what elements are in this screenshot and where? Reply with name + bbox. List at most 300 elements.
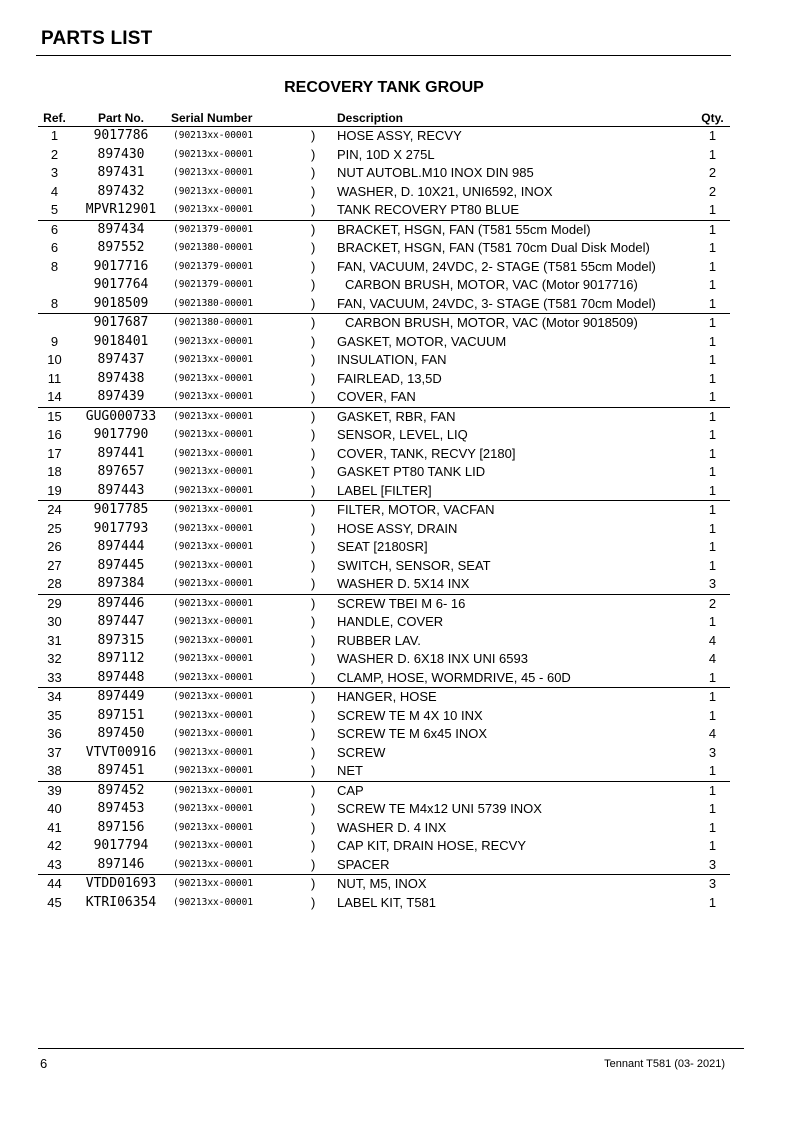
quantity-cell: 1 <box>708 408 717 424</box>
ref-cell: 41 <box>47 819 62 835</box>
serial-number-cell: (9021379-00001 <box>173 260 254 272</box>
part-number-cell: 9017794 <box>93 838 149 853</box>
description-cell: GASKET, MOTOR, VACUUM <box>337 333 507 349</box>
description-cell: SCREW <box>337 744 386 760</box>
quantity-cell: 1 <box>708 614 717 629</box>
ref-cell: 45 <box>47 894 62 910</box>
description-cell: RUBBER LAV. <box>337 632 421 648</box>
table-row <box>38 520 730 539</box>
table-row <box>38 239 730 258</box>
table-row <box>38 837 730 856</box>
description-cell: SCREW TE M 4X 10 INX <box>337 707 483 723</box>
description-cell: COVER, FAN <box>337 388 695 407</box>
part-number-cell: 9017790 <box>93 427 149 442</box>
serial-number-cell: (9021379-00001 <box>173 223 254 235</box>
serial-number-cell: (90213xx-00001 <box>173 335 254 347</box>
serial-number-cell: (90213xx-00001 <box>173 148 254 160</box>
serial-number-cell: (90213xx-00001 <box>173 878 254 889</box>
description-cell: CAP KIT, DRAIN HOSE, RECVY <box>337 838 527 853</box>
serial-number-cell: (90213xx-00001 <box>173 541 254 552</box>
part-number-cell: 9018401 <box>93 333 149 349</box>
part-number-cell: 897452 <box>97 782 145 798</box>
ref-cell: 32 <box>47 651 62 666</box>
serial-close-cell: ) <box>311 819 316 835</box>
part-number-cell: 897146 <box>71 856 171 875</box>
quantity-cell: 2 <box>708 595 717 611</box>
description-cell: TANK RECOVERY PT80 BLUE <box>337 201 695 220</box>
table-row <box>38 407 730 426</box>
ref-cell: 40 <box>47 801 62 816</box>
serial-number-cell: (90213xx-00001 <box>173 653 254 664</box>
header-rule <box>36 55 731 56</box>
table-row <box>38 426 730 445</box>
quantity-cell: 4 <box>708 651 717 666</box>
serial-close-cell: ) <box>311 427 316 442</box>
part-number-cell: 897448 <box>71 669 171 688</box>
table-row <box>38 388 730 407</box>
serial-close-cell: ) <box>311 201 337 220</box>
ref-cell: 4 <box>50 183 59 199</box>
table-row <box>38 482 730 501</box>
serial-close-cell: ) <box>311 502 316 517</box>
serial-number-cell: (90213xx-00001 <box>173 597 254 609</box>
part-number-cell: 897431 <box>97 165 145 180</box>
quantity-cell: 1 <box>708 707 717 723</box>
table-row <box>38 333 730 352</box>
page-title: PARTS LIST <box>41 28 153 49</box>
part-number-cell: 9017793 <box>93 520 149 536</box>
column-header-ref: Ref. <box>38 108 71 127</box>
quantity-cell: 1 <box>708 801 717 816</box>
serial-number-cell: (90213xx-00001 <box>171 856 311 875</box>
serial-close-cell: ) <box>311 876 316 891</box>
serial-close-cell: ) <box>311 221 316 237</box>
serial-number-cell: (90213xx-00001 <box>173 803 254 814</box>
part-number-cell: KTRI06354 <box>85 894 157 910</box>
quantity-cell: 1 <box>708 128 717 143</box>
part-number-cell: 897450 <box>97 726 145 741</box>
serial-number-cell: (90213xx-00001 <box>171 669 311 688</box>
description-cell: GASKET, RBR, FAN <box>337 408 456 424</box>
description-cell: HOSE ASSY, RECVY <box>337 128 462 143</box>
description-cell: LABEL KIT, T581 <box>337 894 437 910</box>
description-cell: INSULATION, FAN <box>337 352 447 367</box>
description-cell: BRACKET, HSGN, FAN (T581 55cm Model) <box>337 221 591 237</box>
quantity-cell: 1 <box>708 819 717 835</box>
ref-cell: 11 <box>47 370 62 386</box>
part-number-cell: 897449 <box>97 689 145 704</box>
quantity-cell: 2 <box>708 183 717 199</box>
ref-cell: 42 <box>47 838 62 853</box>
serial-close-cell: ) <box>311 333 316 349</box>
part-number-cell: 9018509 <box>71 295 171 314</box>
ref-cell: 3 <box>50 165 59 180</box>
part-number-cell: 897443 <box>71 482 171 501</box>
quantity-cell: 1 <box>708 370 717 386</box>
serial-close-cell: ) <box>311 838 316 853</box>
quantity-cell: 1 <box>708 221 717 237</box>
quantity-cell: 1 <box>708 445 717 461</box>
table-row <box>38 164 730 183</box>
ref-cell <box>38 276 71 295</box>
ref-cell: 17 <box>47 445 62 461</box>
description-cell: NUT, M5, INOX <box>337 876 427 891</box>
description-cell: NUT AUTOBL.M10 INOX DIN 985 <box>337 165 534 180</box>
serial-number-cell: (90213xx-00001 <box>173 522 254 534</box>
quantity-cell: 1 <box>695 482 730 501</box>
document-reference: Tennant T581 (03- 2021) <box>604 1058 725 1070</box>
table-row <box>38 575 730 594</box>
section-title: RECOVERY TANK GROUP <box>284 79 484 96</box>
table-row <box>38 650 730 669</box>
serial-number-cell: (90213xx-00001 <box>173 840 254 851</box>
part-number-cell: 897384 <box>71 575 171 594</box>
serial-number-cell: (9021379-00001 <box>173 279 254 290</box>
ref-cell: 36 <box>47 726 62 741</box>
column-header-serial: Serial Number <box>171 108 311 127</box>
serial-close-cell: ) <box>311 557 316 573</box>
quantity-cell: 1 <box>708 520 717 536</box>
ref-cell: 29 <box>47 595 62 611</box>
quantity-cell: 1 <box>695 669 730 688</box>
description-cell: HANGER, HOSE <box>337 689 437 704</box>
serial-close-cell: ) <box>311 295 337 314</box>
quantity-cell: 1 <box>708 240 717 255</box>
column-header-spacer <box>311 108 337 127</box>
serial-number-cell: (90213xx-00001 <box>173 504 254 515</box>
serial-number-cell: (90213xx-00001 <box>173 634 254 646</box>
part-number-cell: 897552 <box>97 240 145 255</box>
serial-close-cell: ) <box>311 315 316 330</box>
description-cell: SCREW TE M4x12 UNI 5739 INOX <box>337 801 542 816</box>
serial-number-cell: (90213xx-00001 <box>173 821 254 833</box>
serial-number-cell: (90213xx-00001 <box>173 559 254 571</box>
ref-cell: 38 <box>38 762 71 781</box>
ref-cell: 9 <box>50 333 59 349</box>
quantity-cell: 1 <box>695 295 730 314</box>
part-number-cell: VTDD01693 <box>85 876 157 891</box>
column-header-description: Description <box>337 108 695 127</box>
description-cell: FAIRLEAD, 13,5D <box>337 370 442 386</box>
serial-number-cell: (90213xx-00001 <box>173 410 254 422</box>
ref-cell: 31 <box>47 632 62 648</box>
description-cell: FILTER, MOTOR, VACFAN <box>337 502 495 517</box>
ref-cell: 1 <box>50 128 59 143</box>
table-row <box>38 856 730 875</box>
table-row <box>38 127 730 146</box>
part-number-cell: 9017687 <box>93 315 149 330</box>
serial-close-cell: ) <box>311 689 316 704</box>
description-cell: PIN, 10D X 275L <box>337 146 435 162</box>
ref-cell: 39 <box>47 782 62 798</box>
part-number-cell: MPVR12901 <box>71 201 171 220</box>
description-cell: SEAT [2180SR] <box>337 539 428 554</box>
serial-number-cell: (90213xx-00001 <box>173 167 254 178</box>
serial-close-cell: ) <box>311 744 316 760</box>
table-row <box>38 201 730 220</box>
quantity-cell: 1 <box>695 762 730 781</box>
description-cell: WASHER D. 6X18 INX UNI 6593 <box>337 651 528 666</box>
serial-close-cell: ) <box>311 801 316 816</box>
ref-cell: 33 <box>38 669 71 688</box>
ref-cell: 6 <box>50 221 59 237</box>
table-row <box>38 351 730 370</box>
part-number-cell: 897453 <box>97 801 145 816</box>
serial-close-cell: ) <box>311 762 337 781</box>
quantity-cell: 2 <box>708 165 717 180</box>
description-cell: COVER, TANK, RECVY [2180] <box>337 445 516 461</box>
description-cell: CLAMP, HOSE, WORMDRIVE, 45 - 60D <box>337 669 695 688</box>
table-row <box>38 762 730 781</box>
serial-number-cell: (90213xx-00001 <box>173 466 254 477</box>
description-cell: HANDLE, COVER <box>337 614 444 629</box>
part-number-cell: 897432 <box>97 183 145 199</box>
quantity-cell: 1 <box>708 557 717 573</box>
ref-cell: 28 <box>38 575 71 594</box>
serial-number-cell: (90213xx-00001 <box>173 784 254 796</box>
ref-cell: 30 <box>47 614 62 629</box>
quantity-cell: 1 <box>708 838 717 853</box>
part-number-cell: 897444 <box>97 539 145 554</box>
column-header-part-no: Part No. <box>71 108 171 127</box>
ref-cell: 16 <box>47 427 62 442</box>
quantity-cell: 1 <box>708 258 717 274</box>
description-cell: BRACKET, HSGN, FAN (T581 70cm Dual Disk Model) <box>337 240 650 255</box>
quantity-cell: 1 <box>695 201 730 220</box>
table-row <box>38 669 730 688</box>
quantity-cell: 1 <box>708 277 717 292</box>
parts-table <box>38 108 730 912</box>
ref-cell: 25 <box>47 520 62 536</box>
part-number-cell: 897430 <box>97 146 145 162</box>
serial-close-cell: ) <box>311 707 316 723</box>
ref-cell: 10 <box>47 352 62 367</box>
serial-close-cell: ) <box>311 482 337 501</box>
quantity-cell: 1 <box>695 388 730 407</box>
serial-close-cell: ) <box>311 128 316 143</box>
serial-number-cell: (90213xx-00001 <box>173 691 254 702</box>
table-row <box>38 632 730 651</box>
description-cell: SCREW TE M 6x45 INOX <box>337 726 488 741</box>
part-number-cell: 897439 <box>71 388 171 407</box>
parts-table-body <box>38 127 730 913</box>
serial-number-cell: (90213xx-00001 <box>173 130 254 141</box>
table-row <box>38 183 730 202</box>
ref-cell: 19 <box>38 482 71 501</box>
ref-cell: 43 <box>38 856 71 875</box>
serial-number-cell: (90213xx-00001 <box>171 482 311 501</box>
ref-cell: 15 <box>47 408 62 424</box>
serial-close-cell: ) <box>311 632 316 648</box>
quantity-cell: 1 <box>708 352 717 367</box>
serial-number-cell: (90213xx-00001 <box>171 575 311 594</box>
serial-number-cell: (90213xx-00001 <box>173 372 254 384</box>
table-row <box>38 538 730 557</box>
ref-cell: 5 <box>38 201 71 220</box>
serial-close-cell: ) <box>311 388 337 407</box>
quantity-cell: 1 <box>708 427 717 442</box>
serial-close-cell: ) <box>311 575 337 594</box>
part-number-cell: 9017786 <box>93 128 149 143</box>
part-number-cell: 897156 <box>97 819 145 835</box>
description-cell: LABEL [FILTER] <box>337 482 695 501</box>
part-number-cell: 897451 <box>71 762 171 781</box>
description-cell: SENSOR, LEVEL, LIQ <box>337 427 468 442</box>
quantity-cell: 3 <box>695 856 730 875</box>
quantity-cell: 4 <box>708 632 717 648</box>
column-header-qty: Qty. <box>695 108 730 127</box>
description-cell: CAP <box>337 782 364 798</box>
serial-number-cell: (90213xx-00001 <box>173 447 254 459</box>
ref-cell: 8 <box>50 258 59 274</box>
table-row <box>38 613 730 632</box>
part-number-cell: VTVT00916 <box>85 744 157 760</box>
serial-number-cell: (9021380-00001 <box>173 317 254 328</box>
part-number-cell: 9017785 <box>93 502 149 517</box>
serial-close-cell: ) <box>311 726 316 741</box>
serial-number-cell: (90213xx-00001 <box>173 616 254 627</box>
table-row <box>38 875 730 894</box>
ref-cell: 34 <box>47 689 62 704</box>
quantity-cell: 1 <box>708 333 717 349</box>
serial-close-cell: ) <box>311 277 316 292</box>
description-cell: SPACER <box>337 856 695 875</box>
table-row <box>38 445 730 464</box>
part-number-cell: 897446 <box>97 595 145 611</box>
table-row <box>38 146 730 165</box>
quantity-cell: 1 <box>708 146 717 162</box>
part-number-cell: 897112 <box>97 651 145 666</box>
serial-close-cell: ) <box>311 352 316 367</box>
description-cell: CARBON BRUSH, MOTOR, VAC (Motor 9017716) <box>345 277 638 292</box>
quantity-cell: 1 <box>708 315 717 330</box>
quantity-cell: 1 <box>708 782 717 798</box>
serial-number-cell: (9021380-00001 <box>173 242 254 253</box>
serial-number-cell: (90213xx-00001 <box>171 201 311 220</box>
description-cell: SWITCH, SENSOR, SEAT <box>337 557 491 573</box>
description-cell: NET <box>337 762 695 781</box>
serial-close-cell: ) <box>311 595 316 611</box>
quantity-cell: 1 <box>708 689 717 704</box>
table-row <box>38 688 730 707</box>
serial-close-cell: ) <box>311 614 316 629</box>
part-number-cell: 9017764 <box>93 277 149 292</box>
part-number-cell: 897441 <box>97 445 145 461</box>
quantity-cell: 1 <box>708 464 717 479</box>
table-row <box>38 819 730 838</box>
table-row <box>38 295 730 314</box>
table-header-row <box>38 108 730 127</box>
description-cell: WASHER D. 4 INX <box>337 819 447 835</box>
ref-cell <box>38 314 71 333</box>
table-row <box>38 501 730 520</box>
part-number-cell: 897445 <box>97 557 145 573</box>
quantity-cell: 1 <box>708 894 717 910</box>
description-cell: HOSE ASSY, DRAIN <box>337 520 458 536</box>
table-row <box>38 276 730 295</box>
part-number-cell: GUG000733 <box>85 408 157 424</box>
serial-close-cell: ) <box>311 370 316 386</box>
part-number-cell: 897447 <box>97 614 145 629</box>
ref-cell: 8 <box>38 295 71 314</box>
table-row <box>38 800 730 819</box>
quantity-cell: 3 <box>708 876 717 891</box>
serial-number-cell: (90213xx-00001 <box>173 728 254 739</box>
serial-close-cell: ) <box>311 856 337 875</box>
table-row <box>38 744 730 763</box>
serial-number-cell: (90213xx-00001 <box>173 354 254 365</box>
serial-close-cell: ) <box>311 520 316 536</box>
table-row <box>38 463 730 482</box>
ref-cell: 24 <box>47 502 62 517</box>
serial-number-cell: (90213xx-00001 <box>173 709 254 721</box>
part-number-cell: 897438 <box>97 370 145 386</box>
ref-cell: 6 <box>50 240 59 255</box>
serial-close-cell: ) <box>311 782 316 798</box>
table-row <box>38 370 730 389</box>
table-row <box>38 258 730 277</box>
description-cell: FAN, VACUUM, 24VDC, 2- STAGE (T581 55cm Model) <box>337 258 656 274</box>
serial-number-cell: (90213xx-00001 <box>173 429 254 440</box>
quantity-cell: 3 <box>708 744 717 760</box>
serial-close-cell: ) <box>311 240 316 255</box>
table-row <box>38 594 730 613</box>
quantity-cell: 1 <box>708 539 717 554</box>
part-number-cell: 9017716 <box>93 258 149 274</box>
ref-cell: 26 <box>47 539 62 554</box>
table-row <box>38 707 730 726</box>
description-cell: GASKET PT80 TANK LID <box>337 464 486 479</box>
serial-close-cell: ) <box>311 408 316 424</box>
quantity-cell: 1 <box>708 502 717 517</box>
table-row <box>38 894 730 913</box>
table-row <box>38 557 730 576</box>
serial-close-cell: ) <box>311 183 316 199</box>
ref-cell: 44 <box>47 876 62 891</box>
ref-cell: 14 <box>38 388 71 407</box>
serial-number-cell: (90213xx-00001 <box>171 388 311 407</box>
serial-close-cell: ) <box>311 445 316 461</box>
part-number-cell: 897151 <box>97 707 145 723</box>
table-row <box>38 781 730 800</box>
serial-close-cell: ) <box>311 894 316 910</box>
ref-cell: 37 <box>47 744 62 760</box>
part-number-cell: 897437 <box>97 352 145 367</box>
serial-close-cell: ) <box>311 165 316 180</box>
serial-close-cell: ) <box>311 258 316 274</box>
serial-number-cell: (90213xx-00001 <box>173 896 254 908</box>
part-number-cell: 897657 <box>97 464 145 479</box>
serial-close-cell: ) <box>311 651 316 666</box>
serial-number-cell: (90213xx-00001 <box>171 762 311 781</box>
table-row <box>38 220 730 239</box>
description-cell: WASHER, D. 10X21, UNI6592, INOX <box>337 183 553 199</box>
description-cell: WASHER D. 5X14 INX <box>337 575 695 594</box>
description-cell: SCREW TBEI M 6- 16 <box>337 595 466 611</box>
serial-close-cell: ) <box>311 146 316 162</box>
serial-number-cell: (90213xx-00001 <box>173 746 254 758</box>
serial-number-cell: (9021380-00001 <box>171 295 311 314</box>
description-cell: FAN, VACUUM, 24VDC, 3- STAGE (T581 70cm Model) <box>337 295 695 314</box>
ref-cell: 27 <box>47 557 62 573</box>
table-row <box>38 725 730 744</box>
serial-close-cell: ) <box>311 464 316 479</box>
quantity-cell: 3 <box>695 575 730 594</box>
page-number: 6 <box>40 1056 48 1071</box>
serial-close-cell: ) <box>311 669 337 688</box>
table-row <box>38 314 730 333</box>
ref-cell: 2 <box>50 146 59 162</box>
